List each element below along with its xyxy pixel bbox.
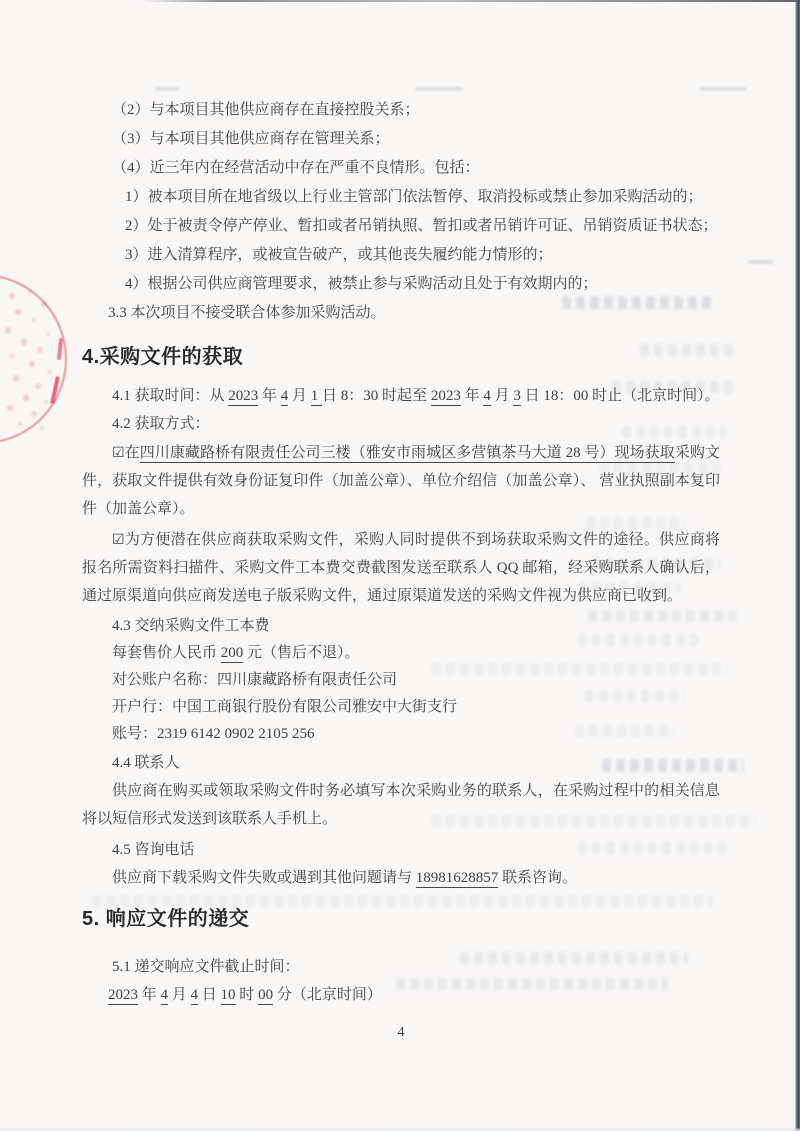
subclause-3: 3）进入清算程序，或被宣告破产，或其他丧失履约能力情形的；	[125, 247, 553, 263]
section-4-3-payment	[82, 613, 720, 748]
bank-line: 开户行：中国工商银行股份有限公司雅安中大街支行	[112, 699, 458, 715]
section-4-4-contact	[82, 749, 720, 833]
phone-para: 供应商下载采购文件失败或遇到其他问题请与 18981628857 联系咨询。	[112, 870, 578, 886]
document-content	[82, 0, 720, 1047]
section-4-heading: 4.采购文件的获取	[82, 346, 244, 368]
line-4-4-contact: 4.4 联系人	[112, 755, 180, 771]
account-number-line: 账号：2319 6142 0902 2105 256	[112, 726, 315, 742]
page-number: 4	[397, 1025, 405, 1040]
section-4-5-phone	[82, 836, 720, 892]
line-4-1-obtain-time: 4.1 获取时间：从 2023 年 4 月 1 日 8：30 时起至 2023 年 4 月 3 日 18：00 时止（北京时间）。	[112, 388, 720, 404]
subclause-2: 2）处于被责令停产停业、暂扣或者吊销执照、暂扣或者吊销许可证、吊销资质证书状态；	[125, 218, 718, 234]
line-5-1-deadline-label: 5.1 递交响应文件截止时间：	[112, 959, 300, 975]
subclause-4: 4）根据公司供应商管理要求，被禁止参与采购活动且处于有效期内的；	[125, 276, 598, 292]
contact-para: 供应商在购买或领取采购文件时务必填写本次采购业务的联系人，在采购过程中的相关信息将以短信形式发送到该联系人手机上。	[82, 783, 720, 827]
section-3-clauses	[82, 96, 720, 328]
checked-checkbox-icon: ☑	[112, 445, 125, 461]
clause-3-3: 3.3 本次项目不接受联合体参加采购活动。	[108, 305, 386, 321]
clause-2: （2）与本项目其他供应商存在直接控股关系；	[112, 102, 420, 118]
line-4-5-phone: 4.5 咨询电话	[112, 842, 195, 858]
section-5-heading: 5. 响应文件的递交	[82, 908, 250, 930]
clause-3: （3）与本项目其他供应商存在管理关系；	[112, 131, 390, 147]
section-4-1-2	[82, 382, 720, 438]
account-name-line: 对公账户名称：四川康藏路桥有限责任公司	[112, 672, 398, 688]
line-4-2-obtain-method: 4.2 获取方式：	[112, 416, 210, 432]
line-4-3-fee: 4.3 交纳采购文件工本费	[112, 618, 270, 634]
checked-checkbox-icon: ☑	[112, 532, 125, 548]
para-onsite-pickup: ☑在四川康藏路桥有限责任公司三楼（雅安市雨城区多营镇茶马大道 28 号）现场获取采购文件，获取文件提供有效身份证复印件（加盖公章）、单位介绍信（加盖公章）、 营业执照副本复印件（加盖公章）。	[82, 445, 720, 517]
scan-smudge	[748, 260, 774, 264]
para-remote-pickup: ☑为方便潜在供应商获取采购文件，采购人同时提供不到场获取采购文件的途径。供应商将报名所需资料扫描件、采购文件工本费交费截图发送至联系人 QQ 邮箱，经采购联系人确认后，通过原渠道向供应商发送电子版采购文件，通过原渠道发送的采购文件视为供应商已收到。	[82, 532, 720, 604]
stamp-speckles	[2, 288, 6, 292]
subclause-1: 1）被本项目所在地省级以上行业主管部门依法暂停、取消投标或禁止参加采购活动的；	[125, 189, 703, 205]
clause-4: （4）近三年内在经营活动中存在严重不良情形。包括：	[112, 160, 480, 176]
scan-edge-right	[795, 0, 800, 1131]
deadline-line: 2023 年 4 月 4 日 10 时 00 分（北京时间）	[108, 987, 382, 1003]
section-5-1-deadline	[82, 953, 720, 1009]
price-line: 每套售价人民币 200 元（售后不退）。	[112, 645, 360, 661]
